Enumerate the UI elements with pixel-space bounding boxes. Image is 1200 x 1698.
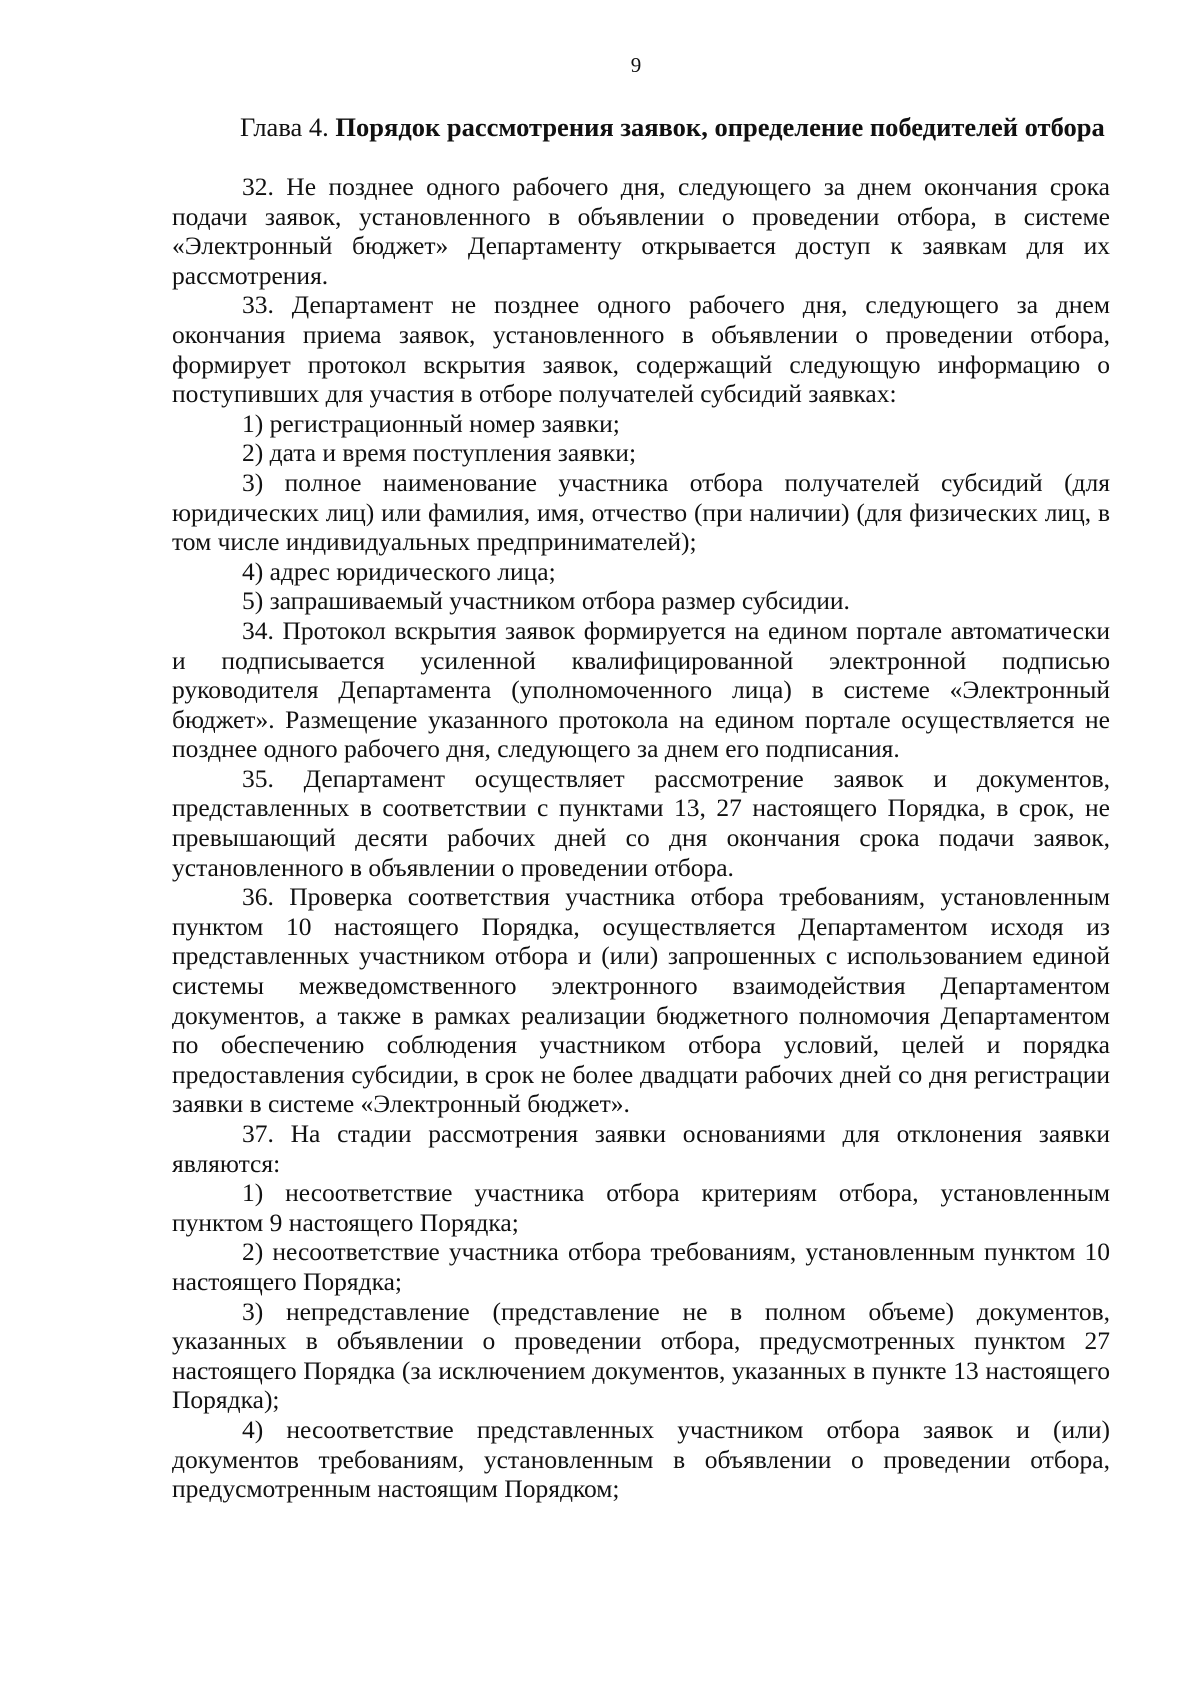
document-body (172, 172, 1110, 1504)
paragraph: 37. На стадии рассмотрения заявки основаниями для отклонения заявки являются: (172, 1119, 1110, 1178)
list-item: 3) непредставление (представление не в полном объеме) документов, указанных в объявлении о проведении отбора, предусмотренных пунктом 27 настоящего Порядка (за исключением документов, указанных в пункте 13 настоящего Порядка); (172, 1296, 1110, 1415)
chapter-prefix: Глава 4. (240, 112, 336, 142)
list-item: 5) запрашиваемый участником отбора размер субсидии. (242, 586, 850, 616)
paragraph: 36. Проверка соответствия участника отбора требованиям, установленным пунктом 10 настоящего Порядка, осуществляется Департаментом исходя из представленных участником отбора и (или) запрошенных с использованием единой системы межведомственного электронного взаимодействия Департаментом документов, а также в рамках реализации бюджетного полномочия Департаментом по обеспечению соблюдения участником отбора условий, целей и порядка предоставления субсидии, в срок не более двадцати рабочих дней со дня регистрации заявки в системе «Электронный бюджет». (172, 882, 1110, 1119)
paragraph: 35. Департамент осуществляет рассмотрение заявок и документов, представленных в соответствии с пунктами 13, 27 настоящего Порядка, в срок, не превышающий десяти рабочих дней со дня окончания срока подачи заявок, установленного в объявлении о проведении отбора. (172, 763, 1110, 882)
list-item: 4) адрес юридического лица; (242, 556, 556, 586)
paragraph: 34. Протокол вскрытия заявок формируется на едином портале автоматически и подписывается усиленной квалифицированной электронной подписью руководителя Департамента (уполномоченного лица) в системе «Электронный бюджет». Размещение указанного протокола на едином портале осуществляется не позднее одного рабочего дня, следующего за днем его подписания. (172, 615, 1110, 764)
list-item: 2) дата и время поступления заявки; (242, 438, 637, 468)
list-item: 4) несоответствие представленных участником отбора заявок и (или) документов требованиям, установленным в объявлении о проведении отбора, предусмотренным настоящим Порядком; (172, 1414, 1110, 1504)
list-item: 2) несоответствие участника отбора требованиям, установленным пунктом 10 настоящего Порядка; (172, 1237, 1110, 1296)
list-item: 1) несоответствие участника отбора критериям отбора, установленным пунктом 9 настоящего Порядка; (172, 1178, 1110, 1237)
page-number: 9 (630, 53, 642, 77)
list-item: 1) регистрационный номер заявки; (242, 408, 620, 438)
paragraph: 33. Департамент не позднее одного рабочего дня, следующего за днем окончания приема заявок, установленного в объявлении о проведении отбора, формирует протокол вскрытия заявок, содержащий следующую информацию о поступивших для участия в отборе получателей субсидий заявках: (172, 290, 1110, 409)
chapter-heading (240, 112, 1120, 142)
paragraph: 32. Не позднее одного рабочего дня, следующего за днем окончания срока подачи заявок, установленного в объявлении о проведении отбора, в системе «Электронный бюджет» Департаменту открывается доступ к заявкам для их рассмотрения. (172, 172, 1110, 290)
chapter-title: Порядок рассмотрения заявок, определение победителей отбора (335, 112, 1105, 142)
list-item: 3) полное наименование участника отбора получателей субсидий (для юридических лиц) или фамилия, имя, отчество (при наличии) (для физических лиц, в том числе индивидуальных предпринимателей); (172, 467, 1110, 557)
